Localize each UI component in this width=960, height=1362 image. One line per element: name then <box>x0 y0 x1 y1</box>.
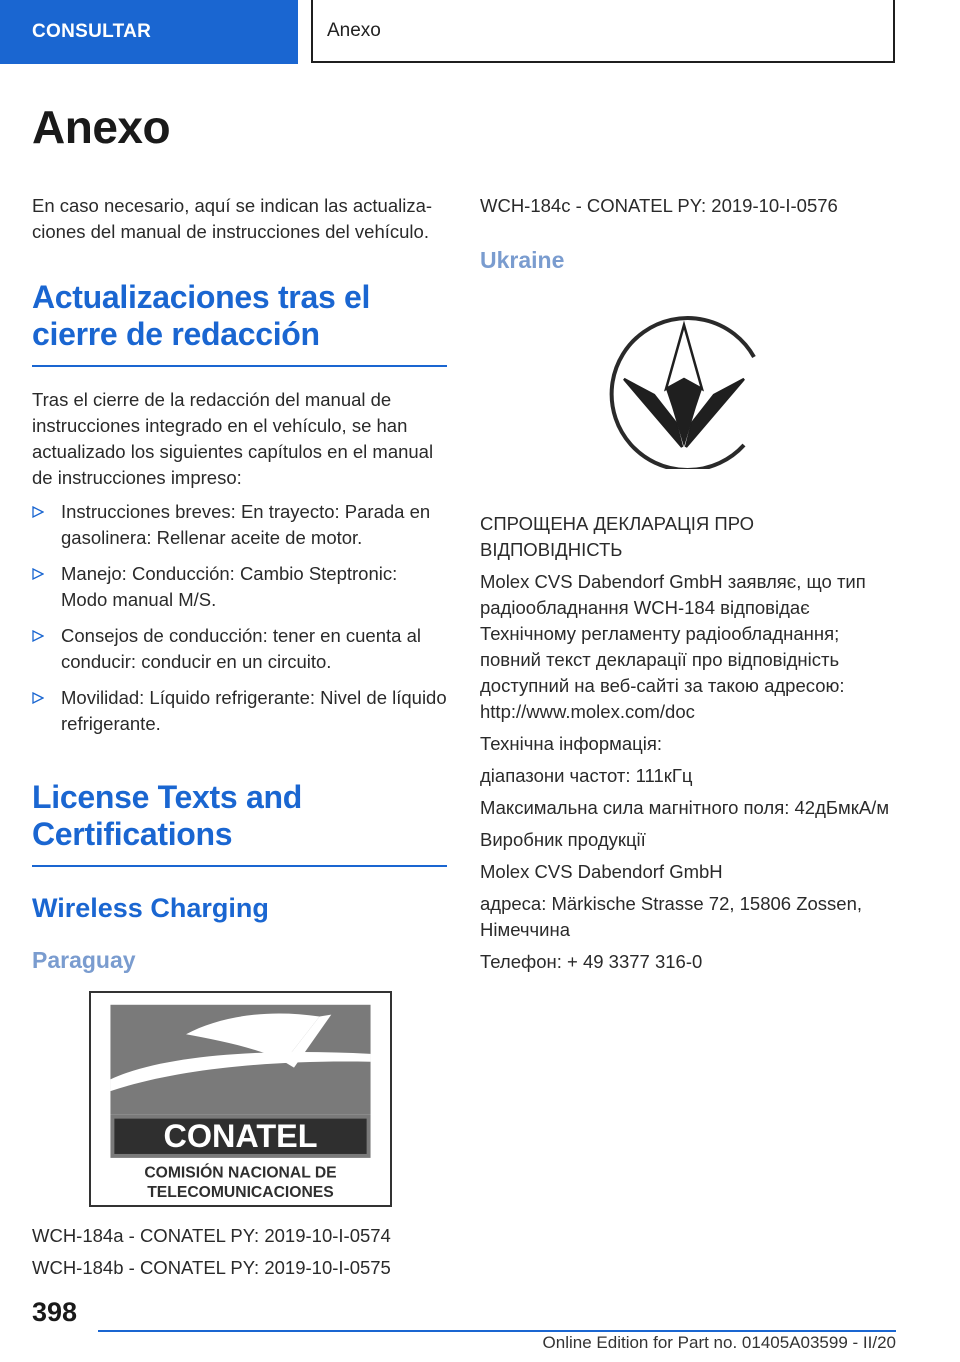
conatel-logo-line2: TELECOMUNICACIONES <box>147 1184 334 1202</box>
triangle-bullet-icon <box>32 506 44 518</box>
updates-heading: Actualizaciones tras el cierre de redacción <box>32 279 447 367</box>
ukraine-declaration-title: СПРОЩЕНА ДЕКЛАРАЦІЯ ПРО ВІДПОВІДНІСТЬ <box>480 513 755 560</box>
page-number: 398 <box>32 1297 78 1327</box>
ukraine-heading: Ukraine <box>480 247 565 273</box>
footer-divider <box>98 1330 896 1332</box>
list-item <box>32 499 447 551</box>
ukraine-tech-info: Технічна інформація: <box>480 733 663 754</box>
right-column <box>480 193 895 981</box>
list-item <box>32 561 447 613</box>
list-item <box>32 623 447 675</box>
ukraine-conformity-mark-icon <box>594 297 766 469</box>
ukraine-declaration-body: Molex CVS Dabendorf GmbH заявляє, що тип радіообладнання WCH-184 відповідає Технічному регламенту радіообладнання; повний текст декларації про відповідність доступний на веб-сайті за такою адресою: http://www.molex.com/doc <box>480 571 866 722</box>
triangle-bullet-icon <box>32 692 44 704</box>
list-item-text: Consejos de conducción: tener en cuenta al conducir: conducir en un circuito. <box>61 625 421 672</box>
footer-edition-text: Online Edition for Part no. 01405A03599 - II/20 <box>542 1333 896 1352</box>
header-section-label: Anexo <box>327 19 381 41</box>
header-tab-consultar[interactable] <box>0 0 298 64</box>
list-item-text: Instrucciones breves: En trayecto: Parada en gasolinera: Rellenar aceite de motor. <box>61 501 431 548</box>
list-item-text: Manejo: Conducción: Cambio Steptronic: Modo manual M/S. <box>61 563 398 610</box>
conatel-logo-line1: COMISIÓN NACIONAL DE <box>144 1164 337 1182</box>
list-item-text: Movilidad: Líquido refrigerante: Nivel de líquido refrigerante. <box>61 687 447 734</box>
updates-body: Tras el cierre de la redacción del manual de instrucciones integrado en el vehículo, se han actualizado los siguientes capítulos en el manual de instrucciones impreso: <box>32 389 434 488</box>
ukraine-manufacturer-name: Molex CVS Dabendorf GmbH <box>480 861 723 882</box>
ukraine-magnetic-field: Максимальна сила магнітного поля: 42дБмкА/м <box>480 797 890 818</box>
left-column <box>32 193 447 1287</box>
intro-text: En caso necesario, aquí se indican las actualizaciones del manual de instrucciones del vehículo. <box>32 195 433 242</box>
triangle-bullet-icon <box>32 568 44 580</box>
wireless-charging-heading: Wireless Charging <box>32 893 269 923</box>
ukraine-frequency: діапазони частот: 111кГц <box>480 765 693 786</box>
header-section-title <box>311 0 895 63</box>
conatel-logo-name: CONATEL <box>163 1118 318 1155</box>
license-heading: License Texts and Certifications <box>32 779 447 867</box>
ukraine-address: адреса: Märkische Strasse 72, 15806 Zossen, Німеччина <box>480 893 863 940</box>
list-item <box>32 685 447 737</box>
registration-wch184c: WCH-184c - CONATEL PY: 2019-10-I-0576 <box>480 195 838 216</box>
ukraine-phone: Телефон: + 49 3377 316-0 <box>480 951 703 972</box>
registration-wch184a: WCH-184a - CONATEL PY: 2019-10-I-0574 <box>32 1225 391 1246</box>
conatel-logo <box>89 991 392 1207</box>
page-title: Anexo <box>32 101 171 153</box>
updates-list <box>32 499 447 737</box>
ukraine-manufacturer-label: Виробник продукції <box>480 829 646 850</box>
paraguay-heading: Paraguay <box>32 947 136 973</box>
triangle-bullet-icon <box>32 630 44 642</box>
header-tab-label: CONSULTAR <box>32 21 152 42</box>
registration-wch184b: WCH-184b - CONATEL PY: 2019-10-I-0575 <box>32 1257 391 1278</box>
